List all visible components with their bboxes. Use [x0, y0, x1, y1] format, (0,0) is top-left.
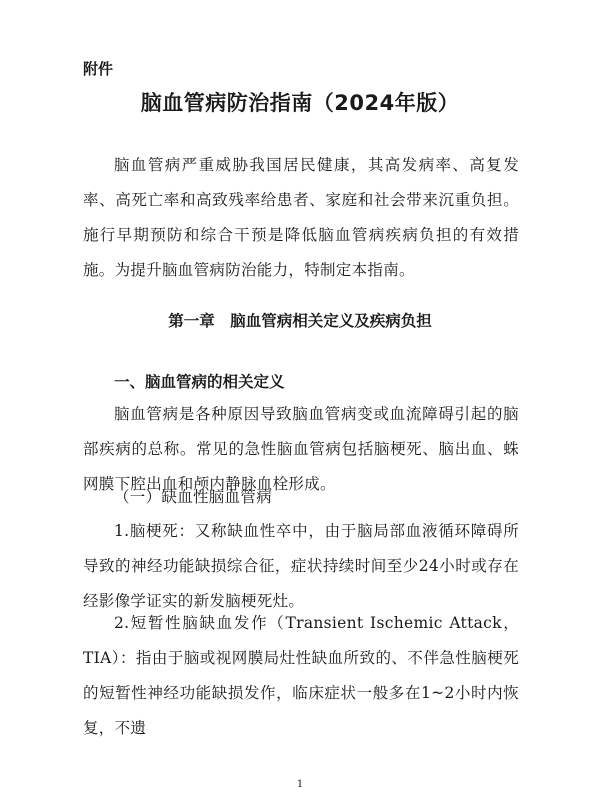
list-item-tia: 2.短暂性脑缺血发作（Transient Ischemic Attack，TIA）：指由于脑或视网膜局灶性缺血所致的、不伴急性脑梗死的短暂性神经功能缺损发作，临床症状一般多在1~2小时内恢复，不遗 [83, 614, 519, 737]
subsection-heading: （一）缺血性脑血管病 [114, 488, 273, 506]
document-title: 脑血管病防治指南（2024年版） [140, 91, 460, 115]
chapter-heading: 第一章 脑血管病相关定义及疾病负担 [168, 312, 432, 330]
intro-paragraph: 脑血管病严重威胁我国居民健康，其高发病率、高复发率、高死亡率和高致残率给患者、家庭和社会带来沉重负担。施行早期预防和综合干预是降低脑血管病疾病负担的有效措施。为提升脑血管病防治能力，特制定本指南。 [83, 156, 519, 279]
definition-paragraph: 脑血管病是各种原因导致脑血管病变或血流障碍引起的脑部疾病的总称。常见的急性脑血管病包括脑梗死、脑出血、蛛网膜下腔出血和颅内静脉血栓形成。 [83, 405, 519, 493]
page-number: 1 [296, 779, 304, 790]
attachment-label: 附件 [83, 60, 114, 78]
list-item-cerebral-infarction: 1.脑梗死：又称缺血性卒中，由于脑局部血液循环障碍所导致的神经功能缺损综合征，症状持续时间至少24小时或存在经影像学证实的新发脑梗死灶。 [83, 522, 519, 610]
section-heading: 一、脑血管病的相关定义 [114, 373, 285, 391]
